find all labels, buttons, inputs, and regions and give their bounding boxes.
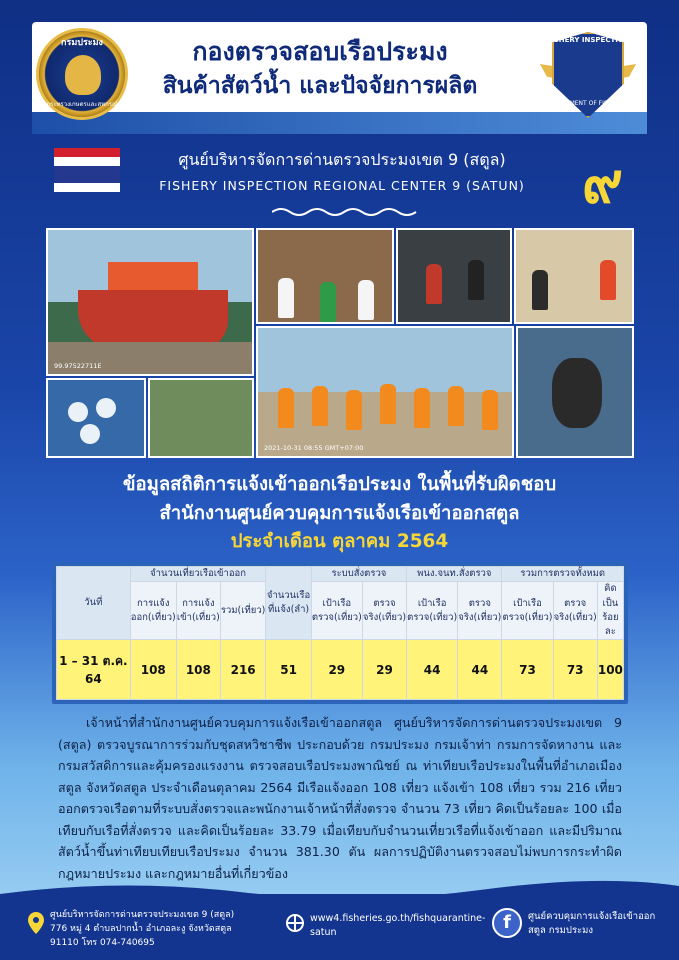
sub-tot-pct: คิดเป็นร้อยละ <box>597 582 623 640</box>
page-title-line2: สินค้าสัตว์น้ำ และปัจจัยการผลิต <box>162 73 478 99</box>
seal-bottom-text: กระทรวงเกษตรและสหกรณ์ <box>46 101 118 108</box>
thai-flag-icon <box>54 148 120 192</box>
globe-icon <box>286 914 304 932</box>
cell-sum: 216 <box>220 640 266 700</box>
person <box>320 282 336 322</box>
photo-fish-net-bag <box>516 326 634 458</box>
cell-sys-target: 29 <box>311 640 362 700</box>
net-bag <box>552 358 602 428</box>
sub-tot-target: เป้าเรือตรวจ(เที่ยว) <box>502 582 553 640</box>
location-pin-icon <box>28 912 44 934</box>
summary-paragraph <box>58 712 622 884</box>
footer-address <box>50 908 260 950</box>
ice-bag <box>80 424 100 444</box>
cell-date: 1 – 31 ต.ค. 64 <box>57 640 131 700</box>
cell-tot-pct: 100 <box>597 640 623 700</box>
photo-dock-inspection <box>514 228 634 324</box>
footer-website-link[interactable]: www4.fisheries.go.th/fishquarantine-satun <box>310 913 486 938</box>
facebook-icon[interactable]: f <box>492 908 522 938</box>
header-system: ระบบสั่งตรวจ <box>311 567 406 582</box>
person <box>532 270 548 310</box>
photo-timestamp: 2021-10-31 08:55 GMT+07:00 <box>264 444 364 452</box>
header-officer: พนง.จนท.สั่งตรวจ <box>407 567 502 582</box>
sub-off-actual: ตรวจจริง(เที่ยว) <box>458 582 502 640</box>
photo-fishing-boat <box>46 228 254 376</box>
person <box>380 384 396 424</box>
cell-in: 108 <box>176 640 220 700</box>
photo-net-inspection <box>396 228 512 324</box>
photo-meeting <box>256 228 394 324</box>
wave-divider-icon <box>272 206 422 218</box>
sub-sum: รวม(เที่ยว) <box>220 582 266 640</box>
person <box>346 390 362 430</box>
person <box>482 390 498 430</box>
headline-line1: ข้อมูลสถิติการแจ้งเข้าออกเรือประมง ในพื้นที่รับผิดชอบ <box>122 474 557 495</box>
cell-boats: 51 <box>266 640 311 700</box>
photo-vegetables <box>148 378 254 458</box>
photo-sky <box>258 328 512 392</box>
cell-sys-actual: 29 <box>362 640 406 700</box>
seal-top-text: กรมประมง <box>61 38 103 48</box>
cell-tot-actual: 73 <box>553 640 597 700</box>
footer-address-zip: 91110 โทร 074-740695 <box>50 938 155 948</box>
cell-tot-target: 73 <box>502 640 553 700</box>
photo-collage <box>46 228 634 458</box>
header-date: วันที่ <box>57 567 131 640</box>
ice-bag <box>68 402 88 422</box>
center-name-thai: ศูนย์บริหารจัดการด่านตรวจประมงเขต 9 (สตูล) <box>178 150 506 169</box>
fishery-inspection-badge-icon <box>540 26 636 128</box>
headline-month: ประจำเดือน ตุลาคม 2564 <box>230 531 449 552</box>
person <box>278 278 294 318</box>
person <box>414 388 430 428</box>
person <box>278 388 294 428</box>
person <box>426 264 442 304</box>
summary-text: เจ้าหน้าที่สำนักงานศูนย์ควบคุมการแจ้งเรือเข้าออกสตูล ศูนย์บริหารจัดการด่านตรวจประมงเขต 9 (สตูล) ตรวจบูรณาการร่วมกับชุดสหวิชาชีพ ประกอบด้วย กรมประมง กรมเจ้าท่า กรมการจัดหางาน และกรมสวัสดิการและคุ้มครองแรงงาน ตรวจสอบเรือประมงพาณิชย์ ณ ท่าเทียบเรือประมงในพื้นที่อำเภอเมืองสตูล จังหวัดสตูล ประจำเดือนตุลาคม 2564 มีเรือแจ้งออก 108 เที่ยว แจ้งเข้า 108 เที่ยว รวม 216 เที่ยว ออกตรวจเรือตามที่ระบบสั่งตรวจและพนักงานเจ้าหน้าที่สั่งตรวจ จำนวน 73 เที่ยว คิดเป็นร้อยละ 100 เมื่อเทียบกับเรือที่สั่งตรวจ และคิดเป็นร้อยละ 33.79 เมื่อเทียบกับจำนวนเที่ยวเรือที่แจ้งเข้าออก และมีปริมาณสัตว์น้ำขึ้นท่าเทียบเทียบเรือประมง จำนวน 381.30 ตัน ผลการปฏิบัติงานตรวจสอบไม่พบการกระทำผิดกฎหมายประมง และกฎหมายอื่นที่เกี่ยวข้อง <box>58 715 622 881</box>
photo-ice-boxes <box>46 378 146 458</box>
sub-off-target: เป้าเรือตรวจ(เที่ยว) <box>407 582 458 640</box>
statistics-table-wrapper <box>52 562 628 704</box>
person <box>448 386 464 426</box>
person <box>312 386 328 426</box>
cell-out: 108 <box>130 640 176 700</box>
sub-sys-actual: ตรวจจริง(เที่ยว) <box>362 582 406 640</box>
footer-facebook-name[interactable]: ศูนย์ควบคุมการแจ้งเรือเข้าออกสตูล กรมประมง <box>528 911 656 936</box>
cell-off-target: 44 <box>407 640 458 700</box>
center-name-english: FISHERY INSPECTION REGIONAL CENTER 9 (SATUN) <box>159 178 525 193</box>
sub-in: การแจ้งเข้า(เที่ยว) <box>176 582 220 640</box>
sub-tot-actual: ตรวจจริง(เที่ยว) <box>553 582 597 640</box>
page-title-line1: กองตรวจสอบเรือประมง <box>192 37 448 66</box>
header-trips: จำนวนเที่ยวเรือเข้าออก <box>130 567 266 582</box>
person <box>600 260 616 300</box>
footer-address-name: ศูนย์บริหารจัดการด่านตรวจประมงเขต 9 (สตูล) <box>50 910 235 920</box>
person <box>468 260 484 300</box>
header-boats: จำนวนเรือที่แจ้ง(ลำ) <box>266 567 311 640</box>
photo-crew-life-jackets <box>256 326 514 458</box>
badge-top-text: FISHERY INSPECTION <box>546 36 630 44</box>
region-numeral: ๙ <box>582 150 624 216</box>
photo-timestamp: 99.97522711E <box>54 362 102 370</box>
person <box>358 280 374 320</box>
sub-sys-target: เป้าเรือตรวจ(เที่ยว) <box>311 582 362 640</box>
center-banner <box>32 138 647 228</box>
table-row <box>57 640 624 700</box>
crest-icon <box>65 55 101 95</box>
footer-address-line: 776 หมู่ 4 ตำบลปากน้ำ อำเภอละงู จังหวัดสตูล <box>50 924 232 934</box>
header-total: รวมการตรวจทั้งหมด <box>502 567 624 582</box>
sub-out: การแจ้งออก(เที่ยว) <box>130 582 176 640</box>
boat-hull <box>78 290 228 350</box>
headline-line2: สำนักงานศูนย์ควบคุมการแจ้งเรือเข้าออกสตูล <box>159 503 520 524</box>
cell-off-actual: 44 <box>458 640 502 700</box>
badge-bottom-text: DEPARTMENT OF FISHERIES <box>546 100 630 107</box>
statistics-table <box>56 566 624 700</box>
ice-bag <box>96 398 116 418</box>
